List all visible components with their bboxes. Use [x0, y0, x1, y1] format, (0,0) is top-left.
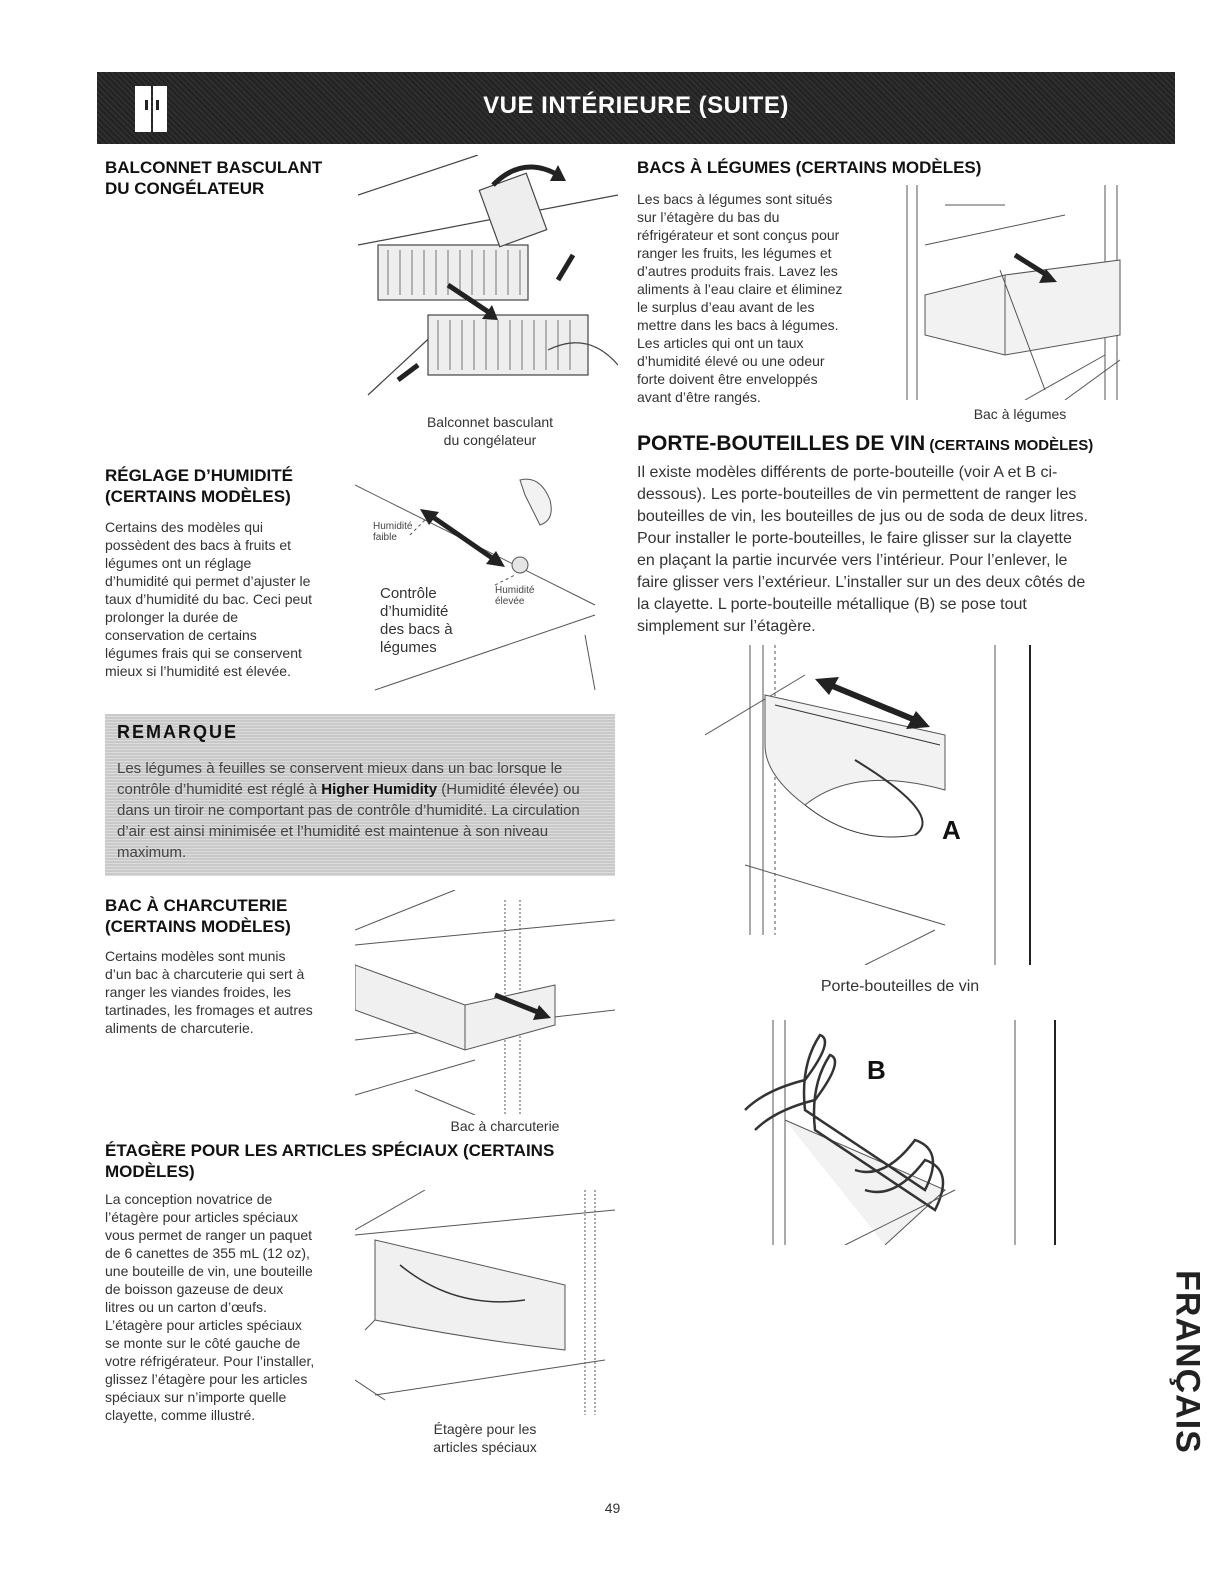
humidite-body-line: légumes frais qui se conservent: [105, 645, 302, 661]
remarque-box: [105, 714, 615, 876]
etagere-body-line: de boisson gazeuse de deux: [105, 1281, 284, 1297]
legumes-body-line: mettre dans les bacs à légumes.: [637, 317, 839, 333]
charcuterie-body-line: Certains modèles sont munis: [105, 948, 286, 964]
balconnet-caption-line1: Balconnet basculant: [426, 414, 554, 430]
humidite-heading-line2: (CERTAINS MODÈLES): [105, 487, 291, 506]
humidity-control-label-line: Contrôle: [380, 585, 437, 602]
etagere-heading-line2: MODÈLES): [105, 1162, 195, 1181]
etagere-body: [105, 1190, 355, 1424]
humidite-body-line: légumes ont un réglage: [105, 555, 252, 571]
legumes-body-line: réfrigérateur et sont conçus pour: [637, 227, 840, 243]
humidite-body-line: possèdent des bacs à fruits et: [105, 537, 291, 553]
humidity-low-label-line1: Humidité: [373, 521, 413, 532]
etagere-body-line: glissez l’étagère pour les articles: [105, 1371, 308, 1387]
humidity-low-label: [373, 521, 412, 543]
wine-rack-a-illustration: [705, 645, 1075, 965]
humidity-control-label-line: des bacs à: [380, 621, 453, 638]
remarque-title: REMARQUE: [117, 722, 239, 742]
vin-body: [637, 462, 1147, 638]
humidite-body-line: mieux si l’humidité est élevée.: [105, 663, 291, 679]
vin-body-line: Pour installer le porte-bouteilles, le faire glisser sur la clayette: [637, 530, 1072, 547]
legumes-body-line: Les articles qui ont un taux: [637, 335, 804, 351]
etagere-heading: [105, 1140, 554, 1182]
legumes-body-line: aliments à l’eau claire et éliminez: [637, 281, 843, 297]
humidity-control-illustration: [355, 465, 615, 695]
vin-body-line: en plaçant la partie incurvée vers l’intérieur. Pour l’enlever, le: [637, 552, 1068, 569]
humidite-body-line: taux d’humidité du bac. Ceci peut: [105, 591, 313, 607]
remarque-text-part2: (Humidité élevée) ou dans un tiroir ne comportant pas de contrôle d’humidité. La circulation d’air est ainsi minimisée et l’humidité est maintenue à son niveau maximum.: [117, 781, 580, 861]
humidity-control-label-line: légumes: [380, 639, 437, 656]
remarque-text-part1: Les légumes à feuilles se conservent mieux dans un bac lorsque le contrôle d’humidité est réglé à: [117, 760, 563, 798]
freezer-balcony-illustration: [358, 155, 618, 405]
vin-heading: [637, 432, 1093, 456]
deli-drawer-illustration: [355, 890, 615, 1115]
legumes-body-line: le surplus d’eau avant de les: [637, 299, 815, 315]
etagere-body-line: vous permet de ranger un paquet: [105, 1227, 313, 1243]
humidite-body-line: prolonger la durée de: [105, 609, 239, 625]
charcuterie-body-line: tartinades, les fromages et autres: [105, 1002, 313, 1018]
legumes-body-line: avant d’être rangés.: [637, 389, 761, 405]
legumes-caption: Bac à légumes: [973, 406, 1067, 422]
language-side-tab-label: FRANÇAIS: [1168, 1270, 1207, 1454]
language-side-tab: [1156, 1262, 1218, 1462]
humidite-heading-line1: RÉGLAGE D’HUMIDITÉ: [105, 466, 293, 485]
etagere-body-line: spéciaux sur n’importe quelle: [105, 1389, 287, 1405]
vin-body-line: la clayette. L porte-bouteille métallique (B) se pose tout: [637, 596, 1027, 613]
charcuterie-heading-line2: (CERTAINS MODÈLES): [105, 917, 291, 936]
section-banner: [97, 72, 1175, 144]
etagere-caption: [405, 1420, 565, 1456]
legumes-body-line: ranger les fruits, les légumes et: [637, 245, 832, 261]
remarque-text: [117, 758, 605, 863]
legumes-body: [637, 190, 907, 406]
vin-heading-small: (CERTAINS MODÈLES): [925, 437, 1094, 454]
charcuterie-caption: Bac à charcuterie: [450, 1118, 560, 1134]
vin-heading-main: PORTE-BOUTEILLES DE VIN: [637, 432, 926, 455]
charcuterie-heading: [105, 895, 291, 937]
legumes-heading: BACS À LÉGUMES (CERTAINS MODÈLES): [637, 158, 982, 177]
humidite-body: [105, 518, 355, 680]
etagere-body-line: votre réfrigérateur. Pour l’installer,: [105, 1353, 315, 1369]
humidity-control-label-line: d’humidité: [380, 603, 449, 620]
etagere-body-line: L’étagère pour articles spéciaux: [105, 1317, 302, 1333]
balconnet-heading: [105, 157, 322, 199]
humidity-control-label: [380, 585, 453, 657]
vin-body-line: dessous). Les porte-bouteilles de vin permettent de ranger les: [637, 486, 1077, 503]
humidite-body-line: Certains des modèles qui: [105, 519, 263, 535]
humidite-body-line: d’humidité qui permet d’ajuster le: [105, 573, 311, 589]
humidity-high-label-line1: Humidité: [495, 585, 535, 596]
charcuterie-body-line: aliments de charcuterie.: [105, 1020, 254, 1036]
etagere-caption-line1: Étagère pour les: [433, 1421, 537, 1437]
legumes-body-line: forte doivent être enveloppés: [637, 371, 818, 387]
humidity-high-label-line2: élevée: [495, 596, 525, 607]
etagere-body-line: une bouteille de vin, une bouteille: [105, 1263, 313, 1279]
crisper-drawer-illustration: [905, 185, 1145, 400]
page-number: 49: [604, 1500, 621, 1516]
etagere-body-line: l’étagère pour articles spéciaux: [105, 1209, 298, 1225]
humidite-heading: [105, 465, 293, 507]
vin-body-line: bouteilles de vin, les bouteilles de jus ou de soda de deux litres.: [637, 508, 1088, 525]
charcuterie-body-line: d’un bac à charcuterie qui sert à: [105, 966, 305, 982]
legumes-body-line: d’autres produits frais. Lavez les: [637, 263, 838, 279]
etagere-body-line: clayette, comme illustré.: [105, 1407, 256, 1423]
charcuterie-body: [105, 947, 355, 1037]
balconnet-heading-line2: DU CONGÉLATEUR: [105, 179, 265, 198]
charcuterie-body-line: ranger les viandes froides, les: [105, 984, 291, 1000]
vin-caption: Porte-bouteilles de vin: [820, 978, 980, 995]
vin-body-line: Il existe modèles différents de porte-bouteille (voir A et B ci-: [637, 464, 1058, 481]
etagere-heading-line1: ÉTAGÈRE POUR LES ARTICLES SPÉCIAUX (CERTAINS: [105, 1141, 555, 1160]
remarque-text-bold: Higher Humidity: [321, 781, 438, 798]
balconnet-caption-line2: du congélateur: [443, 432, 537, 448]
special-items-shelf-illustration: [355, 1190, 615, 1415]
etagere-body-line: se monte sur le côté gauche de: [105, 1335, 301, 1351]
etagere-body-line: litres ou un carton d’œufs.: [105, 1299, 267, 1315]
legumes-body-line: sur l’étagère du bas du: [637, 209, 780, 225]
humidity-low-label-line2: faible: [373, 532, 397, 543]
vin-body-line: faire glisser vers l’extérieur. L’installer sur un des deux côtés de: [637, 574, 1086, 591]
wine-rack-b-illustration: [705, 1020, 1075, 1245]
legumes-body-line: d’humidité élevé ou une odeur: [637, 353, 825, 369]
humidity-high-label: [495, 585, 534, 607]
etagere-body-line: de 6 canettes de 355 mL (12 oz),: [105, 1245, 310, 1261]
charcuterie-heading-line1: BAC À CHARCUTERIE: [105, 896, 288, 915]
balconnet-heading-line1: BALCONNET BASCULANT: [105, 158, 323, 177]
humidite-body-line: conservation de certains: [105, 627, 257, 643]
banner-title: VUE INTÉRIEURE (SUITE): [483, 92, 789, 119]
legumes-body-line: Les bacs à légumes sont situés: [637, 191, 833, 207]
balconnet-caption: [380, 413, 600, 449]
etagere-caption-line2: articles spéciaux: [433, 1439, 537, 1455]
vin-body-line: simplement sur l’étagère.: [637, 618, 816, 635]
etagere-body-line: La conception novatrice de: [105, 1191, 273, 1207]
wine-rack-a-label: A: [942, 815, 961, 845]
wine-rack-b-label: B: [867, 1055, 886, 1085]
